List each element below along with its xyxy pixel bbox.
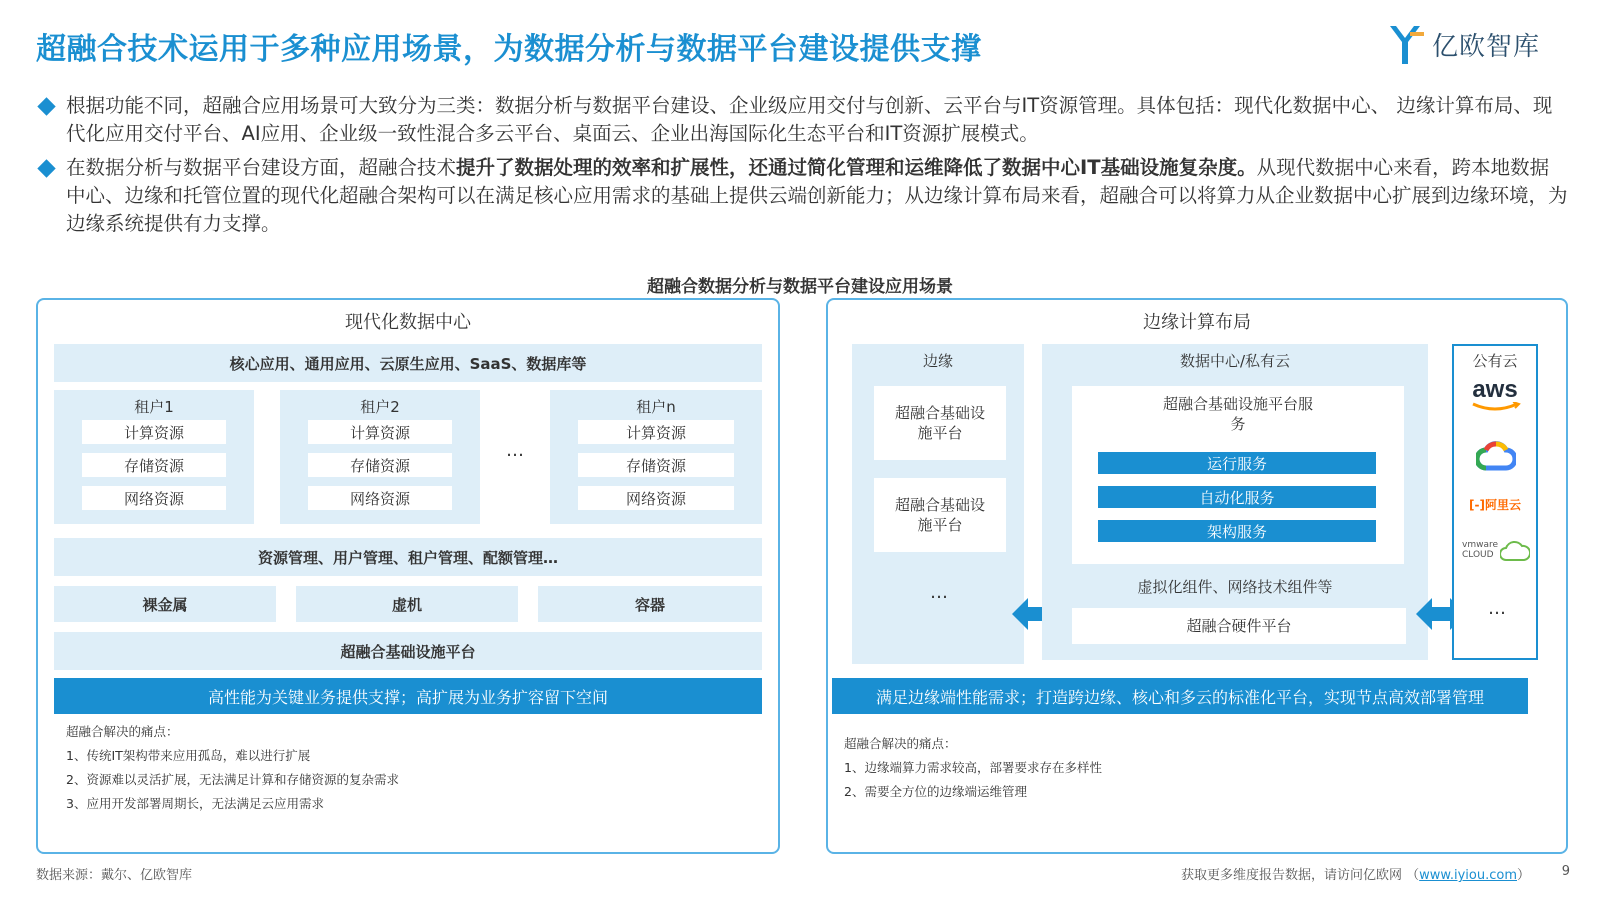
resource-item: 网络资源 [82,486,226,510]
panel-modern-datacenter [36,298,780,854]
logo [1388,22,1540,66]
tenant-box [280,390,480,524]
logo-text: 亿欧智库 [1431,31,1540,62]
google-cloud-icon [1476,438,1516,472]
notes-title: 超融合解决的痛点： [66,724,179,739]
aws-smile-icon [1469,402,1521,412]
compute-type-box: 裸金属 [54,586,276,622]
tenant-title: 租户2 [360,398,400,416]
datacenter-title: 数据中心/私有云 [1179,352,1291,370]
components-label: 虚拟化组件、网络技术组件等 [1137,578,1333,596]
cloud-ellipsis: … [1488,598,1506,619]
notes-title: 超融合解决的痛点： [844,736,957,751]
resource-item: 存储资源 [578,453,734,477]
compute-type-box: 虚机 [296,586,518,622]
resource-item: 计算资源 [578,420,734,444]
note-item: 3、应用开发部署周期长，无法满足云应用需求 [66,796,324,811]
bullet-text-2b: 从现代数据中心来看，跨本地数据中心、边缘和托管位置的现代化超融合架构可以在满足核心应用需求的基础上提供云端创新能力；从边缘计算布局来看，超融合可以将算力从企业数据中心扩展到边缘环境，为边缘系统提供有力支撑。 [66,156,1568,235]
note-item: 1、边缘端算力需求较高，部署要求存在多样性 [844,760,1102,775]
diamond-bullet-icon [37,97,55,115]
bullet-item-1 [38,92,1568,148]
footer-link[interactable]: www.iyiou.com [1419,868,1517,883]
bullet-text-1: 根据功能不同，超融合应用场景可大致分为三类：数据分析与数据平台建设、企业级应用交付与创新、云平台与IT资源管理。具体包括：现代化数据中心、 边缘计算布局、现代化应用交付平台、AI应用、企业级一致性混合多云平台、桌面云、企业出海国际化生态平台和IT资源扩展模式。 [66,94,1553,145]
edge-ellipsis: … [930,582,948,603]
page-number: 9 [1561,864,1570,879]
tenant-box [54,390,254,524]
tenant-title: 租户n [636,398,676,416]
datacenter-column [1042,344,1428,660]
resource-item: 存储资源 [308,453,452,477]
edge-column [852,344,1024,664]
aliyun-logo: [-]阿里云 [1469,498,1521,512]
resource-item: 计算资源 [82,420,226,444]
footer-cta-text: 获取更多维度报告数据，请访问亿欧网 [1180,868,1402,883]
aws-logo: aws [1454,376,1536,412]
yiou-logo-icon [1388,22,1426,66]
tenant-box [550,390,762,524]
tenant-title: 租户1 [134,398,174,416]
tenant-ellipsis: … [506,440,524,461]
panel-edge-computing [826,298,1568,854]
note-item: 1、传统IT架构带来应用孤岛，难以进行扩展 [66,748,311,763]
platform-services-title: 超融合基础设施平台服务 [1162,395,1313,433]
vmware-cloud-icon [1500,540,1530,564]
highlight-bar: 高性能为关键业务提供支撑；高扩展为业务扩容留下空间 [54,678,762,714]
service-bar: 架构服务 [1098,520,1376,542]
bullet-text-2-bold: 提升了数据处理的效率和扩展性，还通过简化管理和运维降低了数据中心IT基础设施复杂度。 [456,156,1257,179]
pain-points-notes [66,720,399,816]
bullet-list [38,92,1568,244]
aliyun-bracket-icon: [-] [1469,498,1485,512]
footer-cta: 获取更多维度报告数据，请访问亿欧网 （www.iyiou.com） [1180,868,1530,883]
note-item: 2、资源难以灵活扩展，无法满足计算和存储资源的复杂需求 [66,772,399,787]
public-cloud-title: 公有云 [1472,352,1518,370]
panel-title: 边缘计算布局 [1143,312,1251,333]
compute-type-box: 容器 [538,586,762,622]
resource-item: 网络资源 [308,486,452,510]
edge-title: 边缘 [922,352,953,370]
highlight-bar: 满足边缘端性能需求；打造跨边缘、核心和多云的标准化平台，实现节点高效部署管理 [832,678,1528,714]
service-bar: 运行服务 [1098,452,1376,474]
management-bar: 资源管理、用户管理、租户管理、配额管理… [54,538,762,576]
bullet-text-2a: 在数据分析与数据平台建设方面，超融合技术 [66,156,457,179]
vmware-cloud-logo: vmware CLOUD [1462,540,1532,560]
edge-infra-box: 超融合基础设施平台 [874,478,1006,552]
data-source: 数据来源：戴尔、亿欧智库 [36,868,193,883]
resource-item: 存储资源 [82,453,226,477]
note-item: 2、需要全方位的边缘端运维管理 [844,784,1027,799]
figure-title: 超融合数据分析与数据平台建设应用场景 [647,277,953,297]
apps-bar: 核心应用、通用应用、云原生应用、SaaS、数据库等 [54,344,762,382]
infra-platform-bar: 超融合基础设施平台 [54,632,762,670]
page-title: 超融合技术运用于多种应用场景，为数据分析与数据平台建设提供支撑 [36,32,982,67]
public-cloud-column [1452,344,1538,660]
pain-points-notes [844,732,1102,804]
resource-item: 网络资源 [578,486,734,510]
resource-item: 计算资源 [308,420,452,444]
diamond-bullet-icon [37,159,55,177]
panel-title: 现代化数据中心 [345,312,471,333]
service-bar: 自动化服务 [1098,486,1376,508]
edge-infra-box: 超融合基础设施平台 [874,386,1006,460]
hardware-platform-box: 超融合硬件平台 [1072,608,1406,644]
bullet-item-2 [38,154,1568,238]
